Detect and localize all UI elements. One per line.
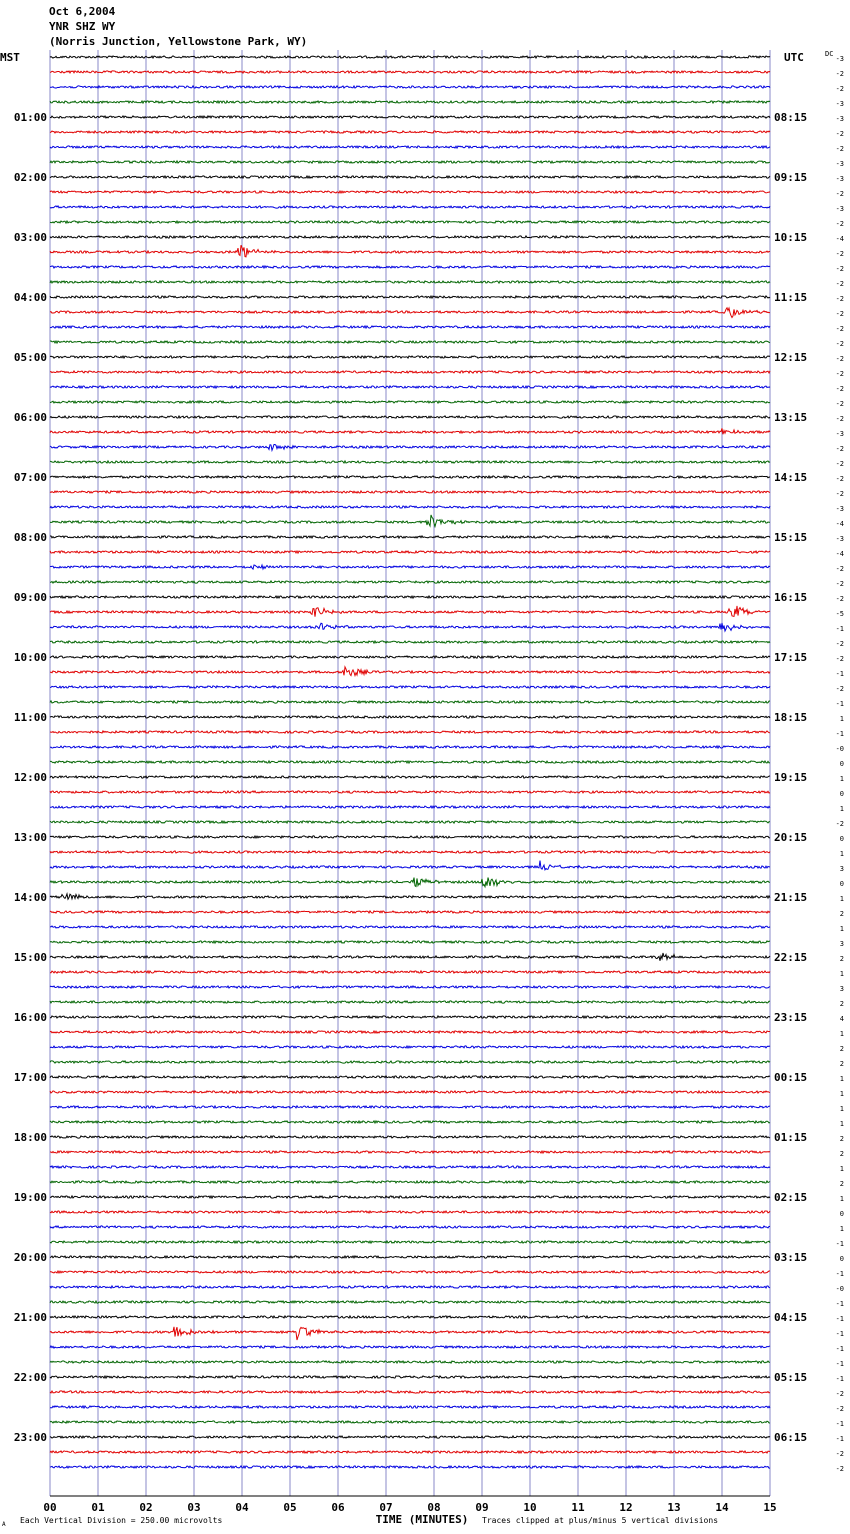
dc-offset-label: -2: [835, 190, 844, 198]
trace-line: [50, 308, 770, 318]
trace-line: [50, 536, 770, 538]
hour-label-utc: 00:15: [774, 1071, 808, 1084]
trace-line: [50, 1091, 770, 1093]
trace-line: [50, 1376, 770, 1378]
trace-line: [50, 701, 770, 703]
dc-offset-label: -2: [835, 85, 844, 93]
trace-line: [50, 371, 770, 373]
hour-label-local: 09:00: [13, 591, 47, 604]
trace-line: [50, 911, 770, 913]
x-tick-label: 05: [283, 1501, 297, 1514]
hour-label-local: 07:00: [13, 471, 47, 484]
dc-offset-label: 0: [839, 1210, 844, 1218]
dc-offset-label: -2: [835, 685, 844, 693]
trace-line: [50, 1046, 770, 1048]
trace-line: [50, 656, 770, 658]
hour-label-local: 10:00: [13, 651, 47, 664]
dc-offset-label: -1: [835, 1345, 844, 1353]
hour-label-local: 19:00: [13, 1191, 47, 1204]
x-tick-label: 11: [571, 1501, 585, 1514]
station-location: (Norris Junction, Yellowstone Park, WY): [49, 35, 308, 48]
hour-label-utc: 08:15: [774, 111, 808, 124]
dc-offset-label: -2: [835, 490, 844, 498]
dc-offset-label: 4: [839, 1015, 844, 1023]
trace-line: [50, 894, 770, 899]
dc-offset-label: -2: [835, 580, 844, 588]
dc-offset-label: -2: [835, 400, 844, 408]
trace-line: [50, 776, 770, 778]
trace-line: [50, 401, 770, 403]
dc-offset-label: 1: [839, 1195, 844, 1203]
dc-offset-label: 1: [839, 775, 844, 783]
dc-offset-label: 2: [839, 1060, 844, 1068]
trace-line: [50, 1421, 770, 1423]
trace-line: [50, 491, 770, 493]
x-tick-label: 00: [43, 1501, 57, 1514]
dc-offset-label: -2: [835, 385, 844, 393]
trace-line: [50, 191, 770, 193]
hour-label-local: 04:00: [13, 291, 47, 304]
hour-label-utc: 21:15: [774, 891, 808, 904]
dc-offset-label: 2: [839, 1150, 844, 1158]
dc-offset-label: -2: [835, 265, 844, 273]
dc-offset-label: -3: [835, 505, 844, 513]
x-tick-label: 04: [235, 1501, 249, 1514]
trace-line: [50, 1256, 770, 1258]
trace-line: [50, 71, 770, 73]
dc-offset-label: -3: [835, 115, 844, 123]
dc-offset-label: -4: [835, 520, 844, 528]
trace-line: [50, 1451, 770, 1453]
dc-offset-label: -3: [835, 430, 844, 438]
dc-offset-label: -2: [835, 1465, 844, 1473]
trace-line: [50, 1436, 770, 1438]
dc-offset-label: -2: [835, 355, 844, 363]
dc-offset-label: 1: [839, 925, 844, 933]
trace-line: [50, 686, 770, 688]
dc-offset-label: 0: [839, 880, 844, 888]
trace-line: [50, 1136, 770, 1138]
trace-line: [50, 851, 770, 853]
hour-label-local: 11:00: [13, 711, 47, 724]
trace-line: [50, 821, 770, 823]
trace-line: [50, 461, 770, 463]
dc-offset-label: 1: [839, 715, 844, 723]
dc-offset-label: 3: [839, 865, 844, 873]
hour-label-utc: 03:15: [774, 1251, 808, 1264]
dc-offset-label: -0: [835, 745, 844, 753]
dc-offset-label: -2: [835, 415, 844, 423]
hour-label-local: 05:00: [13, 351, 47, 364]
trace-line: [50, 551, 770, 553]
trace-line: [50, 1466, 770, 1468]
x-tick-label: 03: [187, 1501, 201, 1514]
trace-line: [50, 101, 770, 103]
utc-timezone-label: UTC: [784, 51, 804, 64]
trace-line: [50, 206, 770, 208]
trace-line: [50, 1301, 770, 1303]
trace-line: [50, 1391, 770, 1393]
hour-label-utc: 17:15: [774, 651, 808, 664]
trace-line: [50, 1346, 770, 1348]
trace-line: [50, 416, 770, 418]
trace-line: [50, 176, 770, 178]
dc-offset-label: 3: [839, 985, 844, 993]
trace-line: [50, 565, 770, 569]
dc-offset-label: -1: [835, 1300, 844, 1308]
dc-offset-label: 1: [839, 1090, 844, 1098]
dc-offset-label: -2: [835, 445, 844, 453]
dc-offset-label: -1: [835, 1240, 844, 1248]
dc-offset-label: -2: [835, 310, 844, 318]
x-tick-label: 12: [619, 1501, 633, 1514]
hour-label-utc: 11:15: [774, 291, 808, 304]
dc-offset-label: -2: [835, 340, 844, 348]
dc-offset-label: -1: [835, 1315, 844, 1323]
trace-line: [50, 1286, 770, 1288]
trace-line: [50, 1327, 770, 1340]
trace-line: [50, 356, 770, 358]
trace-line: [50, 1271, 770, 1273]
x-tick-label: 08: [427, 1501, 441, 1514]
trace-line: [50, 428, 770, 434]
trace-line: [50, 386, 770, 388]
trace-line: [50, 861, 770, 870]
hour-label-local: 02:00: [13, 171, 47, 184]
scale-note: Each Vertical Division = 250.00 microvolts: [20, 1516, 223, 1525]
trace-line: [50, 716, 770, 718]
hour-label-local: 16:00: [13, 1011, 47, 1024]
footer-mark: A: [2, 1521, 6, 1528]
trace-line: [50, 1031, 770, 1033]
hour-label-local: 01:00: [13, 111, 47, 124]
hour-label-utc: 13:15: [774, 411, 808, 424]
trace-line: [50, 161, 770, 163]
trace-line: [50, 515, 770, 527]
dc-offset-label: -1: [835, 1420, 844, 1428]
dc-offset-label: -2: [835, 295, 844, 303]
dc-offset-label: 1: [839, 1075, 844, 1083]
hour-label-utc: 12:15: [774, 351, 808, 364]
trace-line: [50, 878, 770, 887]
dc-offset-label: -2: [835, 325, 844, 333]
dc-offset-label: 2: [839, 1180, 844, 1188]
hour-label-utc: 14:15: [774, 471, 808, 484]
trace-line: [50, 941, 770, 943]
hour-label-local: 17:00: [13, 1071, 47, 1084]
x-tick-label: 02: [139, 1501, 153, 1514]
dc-offset-label: -2: [835, 460, 844, 468]
dc-offset-label: -1: [835, 730, 844, 738]
trace-line: [50, 926, 770, 928]
hour-label-utc: 10:15: [774, 231, 808, 244]
trace-line: [50, 606, 770, 617]
dc-offset-label: -3: [835, 205, 844, 213]
dc-offset-label: 2: [839, 955, 844, 963]
trace-line: [50, 1061, 770, 1063]
trace-line: [50, 296, 770, 298]
trace-line: [50, 1106, 770, 1108]
dc-offset-label: -2: [835, 220, 844, 228]
chart-date: Oct 6,2004: [49, 5, 116, 18]
dc-offset-label: -1: [835, 1270, 844, 1278]
dc-offset-label: -2: [835, 595, 844, 603]
trace-line: [50, 971, 770, 973]
axis-labels: [0, 50, 844, 1528]
dc-offset-label: -3: [835, 100, 844, 108]
dc-offset-label: -2: [835, 820, 844, 828]
dc-offset-label: 0: [839, 1255, 844, 1263]
trace-line: [50, 1406, 770, 1408]
dc-offset-label: 2: [839, 1045, 844, 1053]
x-tick-label: 15: [763, 1501, 777, 1514]
dc-offset-label: -1: [835, 1375, 844, 1383]
local-timezone-label: MST: [0, 51, 20, 64]
hour-label-local: 13:00: [13, 831, 47, 844]
dc-offset-label: 1: [839, 850, 844, 858]
x-tick-label: 13: [667, 1501, 681, 1514]
trace-line: [50, 581, 770, 583]
x-tick-label: 06: [331, 1501, 345, 1514]
hour-label-utc: 20:15: [774, 831, 808, 844]
trace-line: [50, 596, 770, 598]
hour-label-utc: 05:15: [774, 1371, 808, 1384]
trace-line: [50, 56, 770, 58]
hour-label-utc: 23:15: [774, 1011, 808, 1024]
dc-offset-label: 1: [839, 1165, 844, 1173]
dc-offset-label: -1: [835, 1360, 844, 1368]
trace-line: [50, 746, 770, 748]
hour-label-local: 22:00: [13, 1371, 47, 1384]
hour-label-utc: 04:15: [774, 1311, 808, 1324]
trace-line: [50, 1316, 770, 1318]
dc-offset-label: -0: [835, 1285, 844, 1293]
trace-line: [50, 86, 770, 88]
trace-line: [50, 1001, 770, 1003]
dc-offset-label: 2: [839, 1135, 844, 1143]
hour-label-utc: 16:15: [774, 591, 808, 604]
dc-offset-label: 2: [839, 910, 844, 918]
trace-line: [50, 1016, 770, 1018]
dc-offset-label: 1: [839, 1120, 844, 1128]
trace-line: [50, 1361, 770, 1363]
dc-offset-label: 0: [839, 790, 844, 798]
hour-label-local: 23:00: [13, 1431, 47, 1444]
dc-offset-label: -1: [835, 625, 844, 633]
dc-offset-label: -3: [835, 535, 844, 543]
hour-label-local: 14:00: [13, 891, 47, 904]
trace-line: [50, 1211, 770, 1213]
trace-line: [50, 131, 770, 133]
dc-offset-label: -5: [835, 610, 844, 618]
hour-label-utc: 06:15: [774, 1431, 808, 1444]
dc-header-label: DC: [825, 50, 834, 58]
trace-line: [50, 667, 770, 676]
dc-offset-label: -2: [835, 145, 844, 153]
trace-line: [50, 953, 770, 961]
x-tick-label: 09: [475, 1501, 489, 1514]
dc-offset-label: -2: [835, 280, 844, 288]
dc-offset-label: -2: [835, 655, 844, 663]
trace-line: [50, 341, 770, 343]
trace-line: [50, 806, 770, 808]
dc-offset-label: -2: [835, 130, 844, 138]
hour-label-utc: 18:15: [774, 711, 808, 724]
trace-line: [50, 791, 770, 793]
dc-offset-label: -1: [835, 700, 844, 708]
dc-offset-label: -2: [835, 640, 844, 648]
dc-offset-label: -2: [835, 1405, 844, 1413]
dc-offset-label: 0: [839, 835, 844, 843]
hour-label-utc: 01:15: [774, 1131, 808, 1144]
dc-offset-label: -4: [835, 235, 844, 243]
station-code: YNR SHZ WY: [49, 20, 116, 33]
x-axis-title: TIME (MINUTES): [375, 1513, 469, 1526]
trace-line: [50, 1121, 770, 1123]
hour-label-local: 12:00: [13, 771, 47, 784]
trace-line: [50, 986, 770, 988]
seismic-traces: [50, 56, 770, 1468]
hour-label-local: 06:00: [13, 411, 47, 424]
dc-offset-label: 3: [839, 940, 844, 948]
trace-line: [50, 836, 770, 838]
hour-label-local: 18:00: [13, 1131, 47, 1144]
dc-offset-label: -1: [835, 1435, 844, 1443]
trace-line: [50, 506, 770, 508]
trace-line: [50, 641, 770, 643]
dc-offset-label: -2: [835, 370, 844, 378]
dc-offset-label: -2: [835, 1390, 844, 1398]
hour-label-local: 15:00: [13, 951, 47, 964]
trace-line: [50, 1151, 770, 1153]
hour-label-local: 20:00: [13, 1251, 47, 1264]
trace-line: [50, 476, 770, 478]
hour-label-local: 08:00: [13, 531, 47, 544]
trace-line: [50, 1241, 770, 1243]
x-tick-label: 14: [715, 1501, 729, 1514]
trace-line: [50, 1196, 770, 1198]
x-tick-label: 01: [91, 1501, 105, 1514]
hour-label-utc: 19:15: [774, 771, 808, 784]
trace-line: [50, 445, 770, 451]
trace-line: [50, 1181, 770, 1183]
dc-offset-label: 1: [839, 895, 844, 903]
dc-offset-label: 1: [839, 1030, 844, 1038]
dc-offset-label: 0: [839, 760, 844, 768]
trace-line: [50, 236, 770, 238]
trace-line: [50, 245, 770, 257]
trace-line: [50, 146, 770, 148]
trace-line: [50, 1076, 770, 1078]
trace-line: [50, 266, 770, 268]
trace-line: [50, 623, 770, 631]
dc-offset-label: 1: [839, 805, 844, 813]
dc-offset-label: -4: [835, 550, 844, 558]
dc-offset-label: -2: [835, 565, 844, 573]
hour-label-utc: 22:15: [774, 951, 808, 964]
trace-line: [50, 221, 770, 223]
dc-offset-label: -1: [835, 670, 844, 678]
dc-offset-label: 1: [839, 1105, 844, 1113]
dc-offset-label: 2: [839, 1000, 844, 1008]
dc-offset-label: -2: [835, 475, 844, 483]
dc-offset-label: -3: [835, 175, 844, 183]
trace-line: [50, 281, 770, 283]
hour-label-utc: 02:15: [774, 1191, 808, 1204]
dc-offset-label: -2: [835, 70, 844, 78]
trace-line: [50, 731, 770, 733]
hour-label-utc: 15:15: [774, 531, 808, 544]
dc-offset-label: 1: [839, 1225, 844, 1233]
x-tick-label: 10: [523, 1501, 537, 1514]
dc-offset-label: -2: [835, 1450, 844, 1458]
hour-label-utc: 09:15: [774, 171, 808, 184]
trace-line: [50, 326, 770, 328]
clip-note: Traces clipped at plus/minus 5 vertical divisions: [482, 1516, 719, 1525]
hour-label-local: 03:00: [13, 231, 47, 244]
dc-offset-label: -3: [835, 55, 844, 63]
trace-line: [50, 1226, 770, 1228]
dc-offset-label: -1: [835, 1330, 844, 1338]
dc-offset-label: 1: [839, 970, 844, 978]
trace-line: [50, 761, 770, 763]
dc-offset-label: -3: [835, 160, 844, 168]
trace-line: [50, 1166, 770, 1168]
dc-offset-label: -2: [835, 250, 844, 258]
trace-line: [50, 116, 770, 118]
x-tick-label: 07: [379, 1501, 393, 1514]
hour-label-local: 21:00: [13, 1311, 47, 1324]
